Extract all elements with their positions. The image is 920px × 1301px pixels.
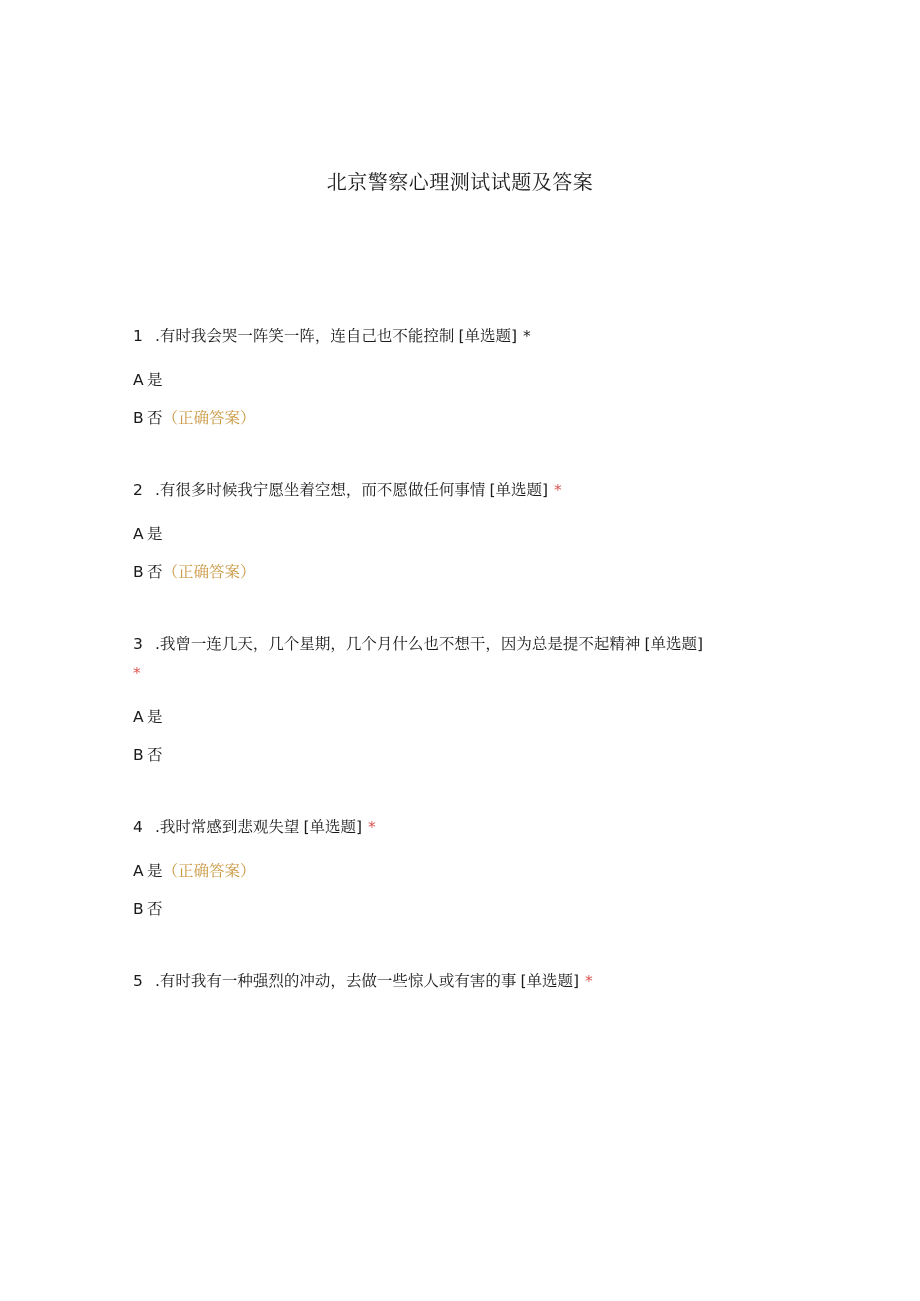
- question-number: 1: [133, 327, 143, 345]
- question-3: [133, 630, 783, 765]
- question-1: [133, 322, 783, 428]
- option-b[interactable]: [133, 899, 783, 919]
- question-stem: [133, 476, 783, 505]
- question-type: [单选题]: [520, 972, 580, 990]
- option-letter: A: [133, 862, 144, 880]
- question-text: .有很多时候我宁愿坐着空想，而不愿做任何事情: [155, 481, 486, 499]
- option-b[interactable]: [133, 408, 783, 428]
- option-b[interactable]: [133, 745, 783, 765]
- option-label: 否: [147, 746, 163, 764]
- option-letter: B: [133, 900, 144, 918]
- option-label: 是: [147, 525, 163, 543]
- question-text: .我时常感到悲观失望: [155, 818, 300, 836]
- question-stem: [133, 813, 783, 842]
- question-text: .有时我会哭一阵笑一阵，连自己也不能控制: [155, 327, 455, 345]
- option-letter: B: [133, 746, 144, 764]
- option-label: 否: [147, 563, 163, 581]
- required-star: *: [554, 481, 562, 499]
- option-label: 否: [147, 900, 163, 918]
- option-label: 是: [147, 371, 163, 389]
- option-letter: B: [133, 409, 144, 427]
- required-star: *: [523, 327, 531, 345]
- correct-answer-tag: （正确答案）: [162, 409, 256, 427]
- required-star: *: [585, 972, 593, 990]
- correct-answer-tag: （正确答案）: [162, 862, 256, 880]
- required-star: *: [368, 818, 376, 836]
- page-title: 北京警察心理测试试题及答案: [326, 170, 594, 194]
- question-stem: [133, 322, 783, 351]
- option-letter: B: [133, 563, 144, 581]
- question-type: [单选题]: [303, 818, 363, 836]
- option-a[interactable]: [133, 524, 783, 544]
- option-a[interactable]: [133, 861, 783, 881]
- question-number: 5: [133, 972, 143, 990]
- option-a[interactable]: [133, 370, 783, 390]
- option-letter: A: [133, 371, 144, 389]
- option-letter: A: [133, 525, 144, 543]
- question-2: [133, 476, 783, 582]
- question-type: [单选题]: [458, 327, 518, 345]
- required-star: *: [133, 664, 141, 682]
- question-type: [单选题]: [644, 635, 704, 653]
- question-stem: [133, 967, 783, 996]
- question-stem: [133, 630, 783, 688]
- question-number: 3: [133, 635, 143, 653]
- option-label: 是: [147, 862, 163, 880]
- question-text: .有时我有一种强烈的冲动，去做一些惊人或有害的事: [155, 972, 517, 990]
- question-number: 2: [133, 481, 143, 499]
- question-4: [133, 813, 783, 919]
- option-letter: A: [133, 708, 144, 726]
- question-text: .我曾一连几天，几个星期，几个月什么也不想干，因为总是提不起精神: [155, 635, 641, 653]
- option-label: 是: [147, 708, 163, 726]
- question-5: [133, 967, 783, 996]
- question-type: [单选题]: [489, 481, 549, 499]
- option-label: 否: [147, 409, 163, 427]
- option-a[interactable]: [133, 707, 783, 727]
- question-number: 4: [133, 818, 143, 836]
- correct-answer-tag: （正确答案）: [162, 563, 256, 581]
- option-b[interactable]: [133, 562, 783, 582]
